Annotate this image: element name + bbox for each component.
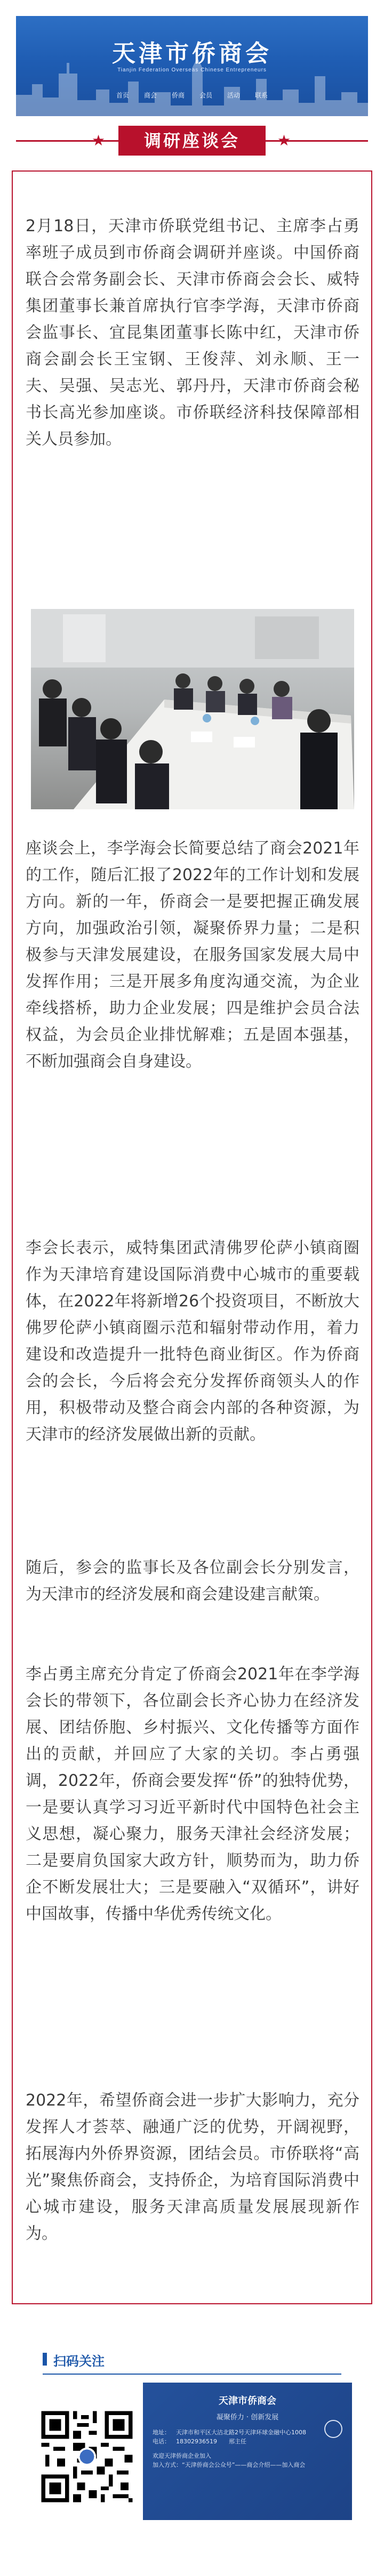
org-logo-icon [324, 2420, 342, 2438]
qr-code[interactable] [37, 2407, 137, 2506]
join-line: 加入方式：“天津侨商会公众号”——商会介绍——加入商会 [153, 2461, 306, 2468]
article-paragraph-1: 2月18日，天津市侨联党组书记、主席李占勇率班子成员到市侨商会调研并座谈。中国侨商联合会常务副会长、天津市侨商会会长、威特集团董事长兼首席执行官李学海，天津市侨商会监事长、宜昆集团董事长陈中红，天津市侨商会副会长王宝钢、王俊萍、刘永顺、王一夫、吴强、吴志光、郭丹丹，天津市侨商会秘书长高光参加座谈。市侨联经济科技保障部相关人员参加。 [26, 217, 359, 449]
footer-divider [43, 2374, 341, 2375]
contact-key: 地址： [153, 2429, 170, 2436]
contact-row-phone [153, 2437, 342, 2446]
contact-rows [153, 2428, 342, 2446]
nav-item[interactable]: 会员 [199, 92, 213, 99]
qr-code-icon [37, 2407, 137, 2506]
nav-item[interactable]: 联系 [255, 92, 268, 99]
header-banner [16, 16, 368, 116]
nav-item[interactable]: 首页 [116, 92, 129, 99]
section-heading [0, 126, 384, 156]
contact-key: 电话： [153, 2438, 170, 2445]
card-slogan: 凝聚侨力 · 创新发展 [216, 2414, 279, 2421]
nav-item[interactable]: 商会 [143, 92, 157, 99]
meeting-photo [31, 609, 354, 809]
article-paragraph-3: 李会长表示，威特集团武清佛罗伦萨小镇商圈作为天津培育建设国际消费中心城市的重要载体，在2022年将新增26个投资项目，不断放大佛罗伦萨小镇商圈示范和辐射带动作用，着力建设和改造提升一批特色商业街区。作为侨商会的会长，今后将会充分发挥侨商领头人的作用，积极带动及整合商会内部的各种资源，为天津市的经济发展做出新的贡献。 [26, 1239, 359, 1444]
footer-title-marker [43, 2353, 47, 2366]
heading-title: 调研座谈会 [118, 126, 266, 156]
follow-label: 扫码关注 [53, 2354, 105, 2369]
article-paragraph-2: 座谈会上，李学海会长简要总结了商会2021年的工作，随后汇报了2022年的工作计划和发展方向。新的一年，侨商会一是要把握正确发展方向，加强政治引领，凝聚侨界力量；二是积极参与天津发展建设，在服务国家发展大局中发挥作用；三是开展多角度沟通交流，为企业牵线搭桥，助力企业发展；四是维护会员合法权益，为会员企业排忧解难；五是固本强基，不断加强商会自身建设。 [26, 839, 359, 1071]
nav-item[interactable]: 侨商 [171, 92, 185, 99]
meeting-photo-illustration [31, 609, 354, 809]
banner-nav [16, 91, 368, 100]
banner-subtitle: Tianjin Federation Overseas Chinese Entrepreneurs [117, 67, 267, 73]
contact-value: 天津市和平区大沽北路2号天津环球金融中心1008 [176, 2429, 306, 2436]
nav-item[interactable]: 活动 [227, 92, 241, 99]
contact-row-address [153, 2428, 342, 2437]
join-line: 欢迎天津侨商企业加入 [153, 2452, 211, 2459]
contact-card [143, 2383, 352, 2520]
article-paragraph-4: 随后，参会的监事长及各位副会长分别发言，为天津市的经济发展和商会建设建言献策。 [26, 1558, 359, 1604]
banner-title: 天津市侨商会 [112, 40, 272, 67]
contact-value[interactable]: 18302936519 邢主任 [176, 2438, 246, 2445]
star-icon: ★ [277, 132, 291, 149]
card-title: 天津市侨商会 [219, 2395, 276, 2407]
star-icon: ★ [92, 132, 106, 149]
article-paragraph-6: 2022年，希望侨商会进一步扩大影响力，充分发挥人才荟萃、融通广泛的优势，开阔视野，拓展海内外侨界资源，团结会员。市侨联将“高光”聚焦侨商会，支持侨企，为培育国际消费中心城市建设，服务天津高质量发展展现新作为。 [26, 2091, 359, 2243]
article-paragraph-5: 李占勇主席充分肯定了侨商会2021年在李学海会长的带领下，各位副会长齐心协力在经济发展、团结侨胞、乡村振兴、文化传播等方面作出的贡献，并回应了大家的关切。李占勇强调，2022年，侨商会要发挥“侨”的独特优势，一是要认真学习习近平新时代中国特色社会主义思想，凝心聚力，服务天津社会经济发展；二是要肩负国家大政方针，顺势而为，助力侨企不断发展壮大；三是要融入“双循环”，讲好中国故事，传播中华优秀传统文化。 [26, 1665, 359, 1923]
join-info [153, 2451, 342, 2469]
